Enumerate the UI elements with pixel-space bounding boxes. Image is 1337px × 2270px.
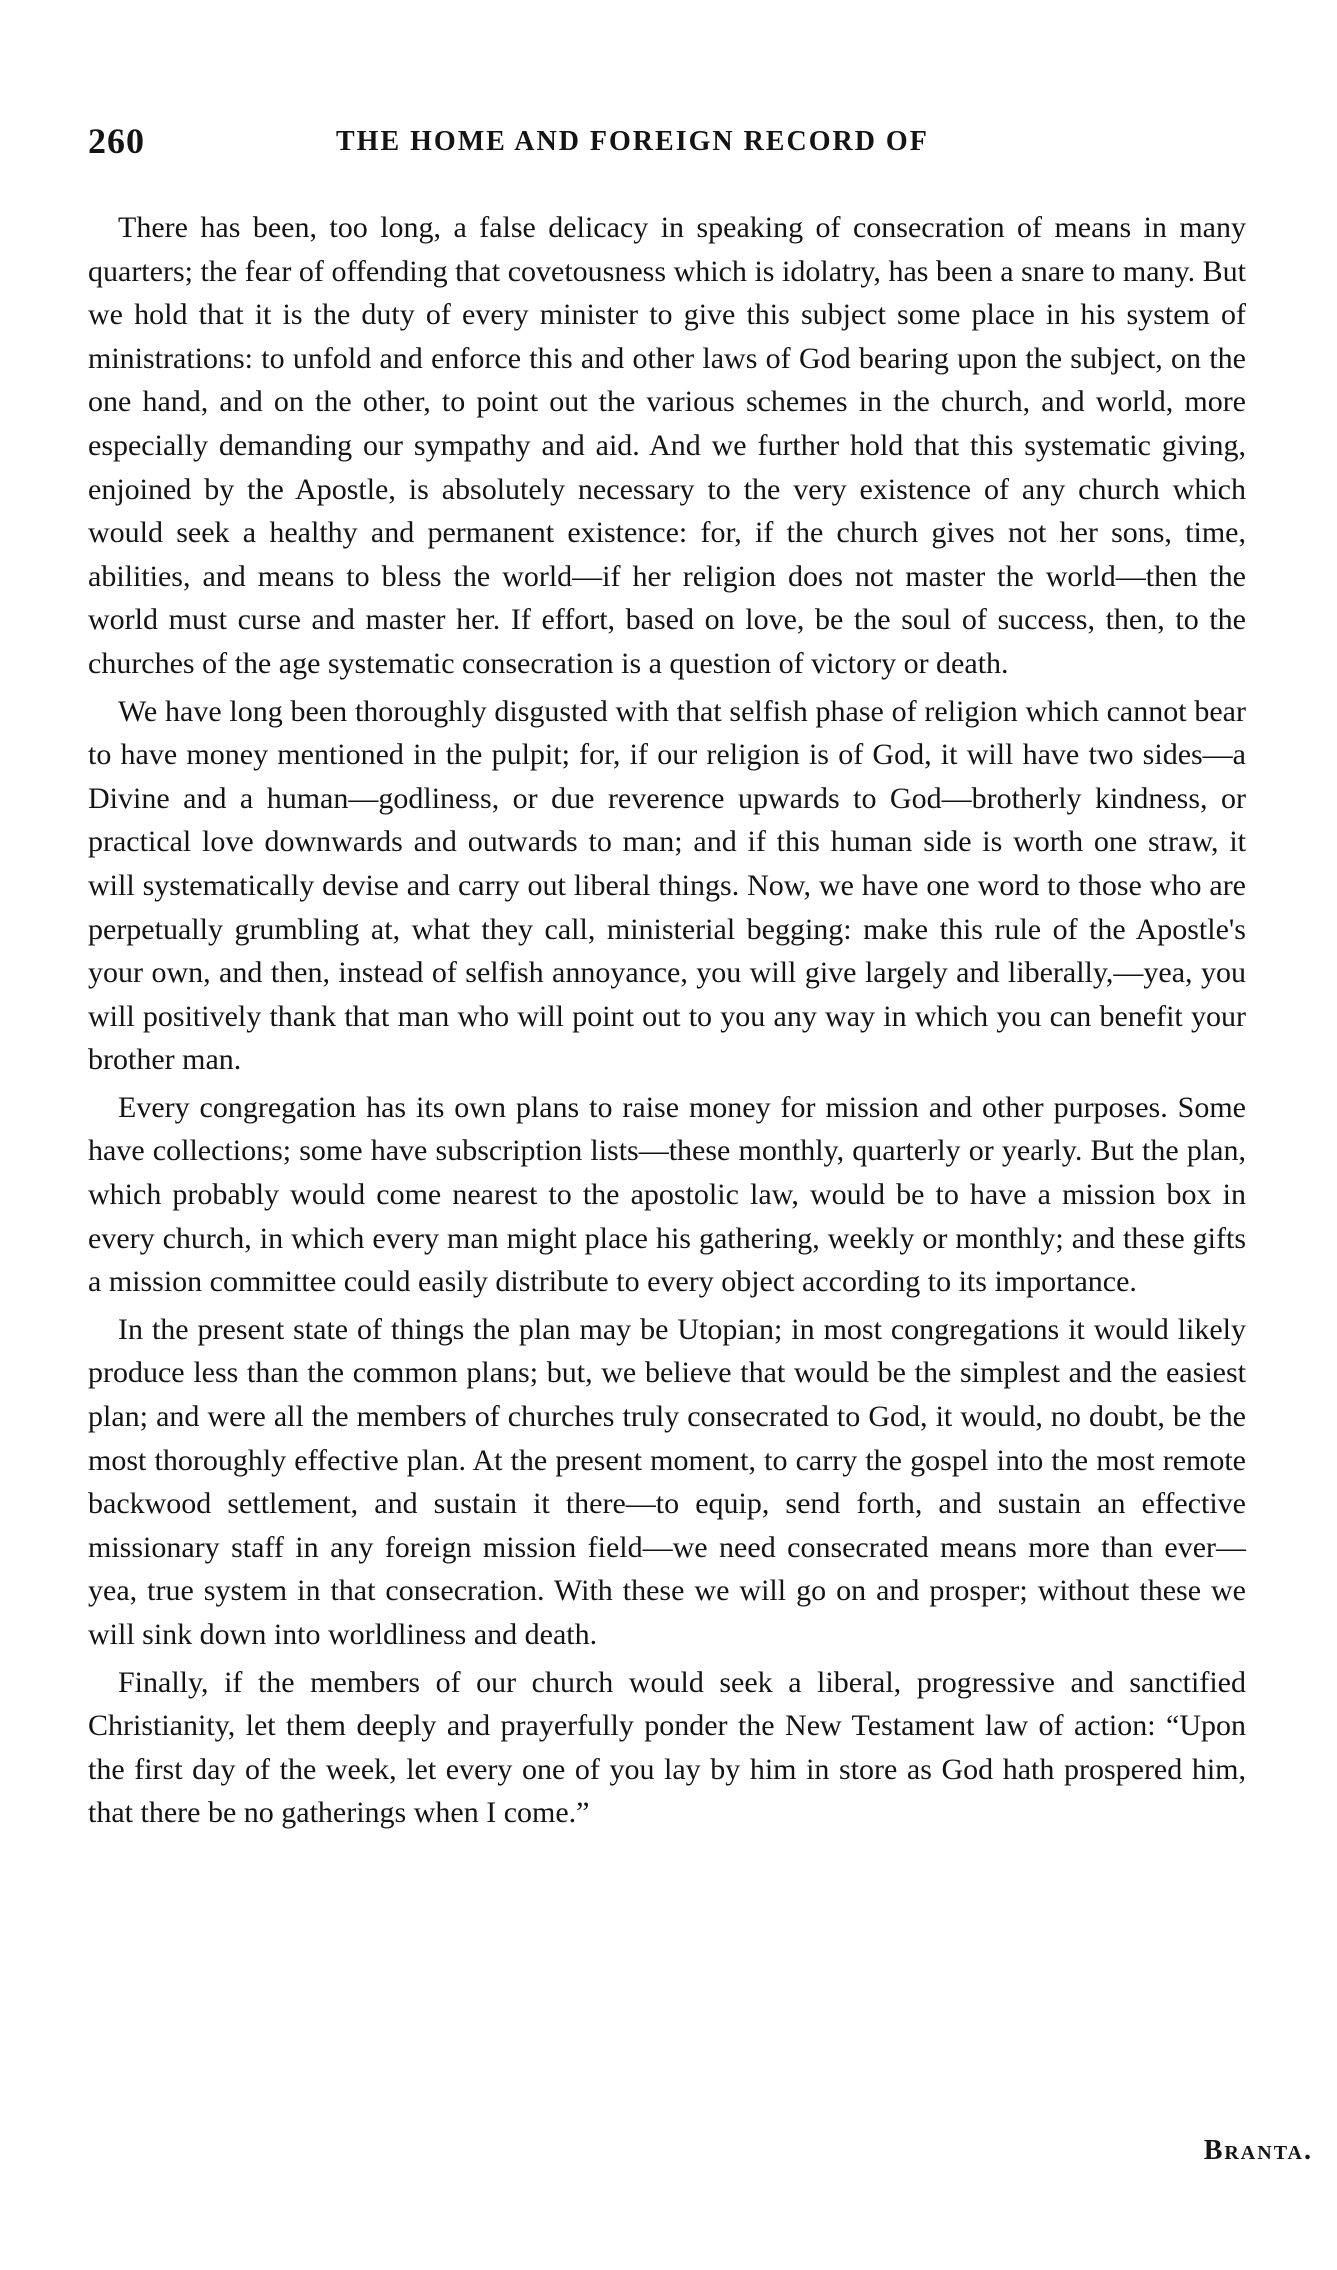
paragraph-1: There has been, too long, a false delicacy in speaking of consecration of means in many quarters; the fear of offending that covetousness which is idolatry, has been a snare to many. But we hold that it is the duty of every minister to give this subject some place in his system of ministrations: to unfold and enforce this and other laws of God bearing upon the subject, on the one hand, and on the other, to point out the various schemes in the church, and world, more especially demanding our sympathy and aid. And we further hold that this systematic giving, enjoined by the Apostle, is absolutely necessary to the very existence of any church which would seek a healthy and permanent existence: for, if the church gives not her sons, time, abilities, and means to bless the world—if her religion does not master the world—then the world must curse and master her. If effort, based on love, be the soul of success, then, to the churches of the age systematic consecration is a question of victory or death.	[88, 211, 1246, 680]
author-signature: Branta.	[1203, 2135, 1313, 2166]
paragraph-5: Finally, if the members of our church would seek a liberal, progressive and sanctified Christianity, let them deeply and prayerfully ponder the New Testament law of action: “Upon the first day of the week, let every one of you lay by him in store as God hath prospered him, that there be no gatherings when I come.”	[88, 1665, 1246, 1830]
paragraph-3: Every congregation has its own plans to raise money for mission and other purposes. Some have collections; some have subscription lists—these monthly, quarterly or yearly. But the plan, which probably would come nearest to the apostolic law, would be to have a mission box in every church, in which every man might place his gathering, weekly or monthly; and these gifts a mission committee could easily distribute to every object according to its importance.	[88, 1090, 1246, 1299]
running-title: THE HOME AND FOREIGN RECORD OF	[336, 126, 929, 157]
page-number: 260	[88, 121, 145, 161]
article-body	[88, 206, 1246, 1835]
page-header	[88, 120, 1246, 180]
paragraph-4: In the present state of things the plan may be Utopian; in most congregations it would likely produce less than the common plans; but, we believe that would be the simplest and the easiest plan; and were all the members of churches truly consecrated to God, it would, no doubt, be the most thoroughly effective plan. At the present moment, to carry the gospel into the most remote backwood settlement, and sustain it there—to equip, send forth, and sustain an effective missionary staff in any foreign mission field—we need consecrated means more than ever—yea, true system in that consecration. With these we will go on and prosper; without these we will sink down into worldliness and death.	[88, 1312, 1246, 1651]
document-page	[88, 120, 1246, 1839]
paragraph-2: We have long been thoroughly disgusted with that selfish phase of religion which cannot bear to have money mentioned in the pulpit; for, if our religion is of God, it will have two sides—a Divine and a human—godliness, or due reverence upwards to God—brotherly kindness, or practical love downwards and outwards to man; and if this human side is worth one straw, it will systematically devise and carry out liberal things. Now, we have one word to those who are perpetually grumbling at, what they call, ministerial begging: make this rule of the Apostle's your own, and then, instead of selfish annoyance, you will give largely and liberally,—yea, you will positively thank that man who will point out to you any way in which you can benefit your brother man.	[88, 694, 1246, 1077]
